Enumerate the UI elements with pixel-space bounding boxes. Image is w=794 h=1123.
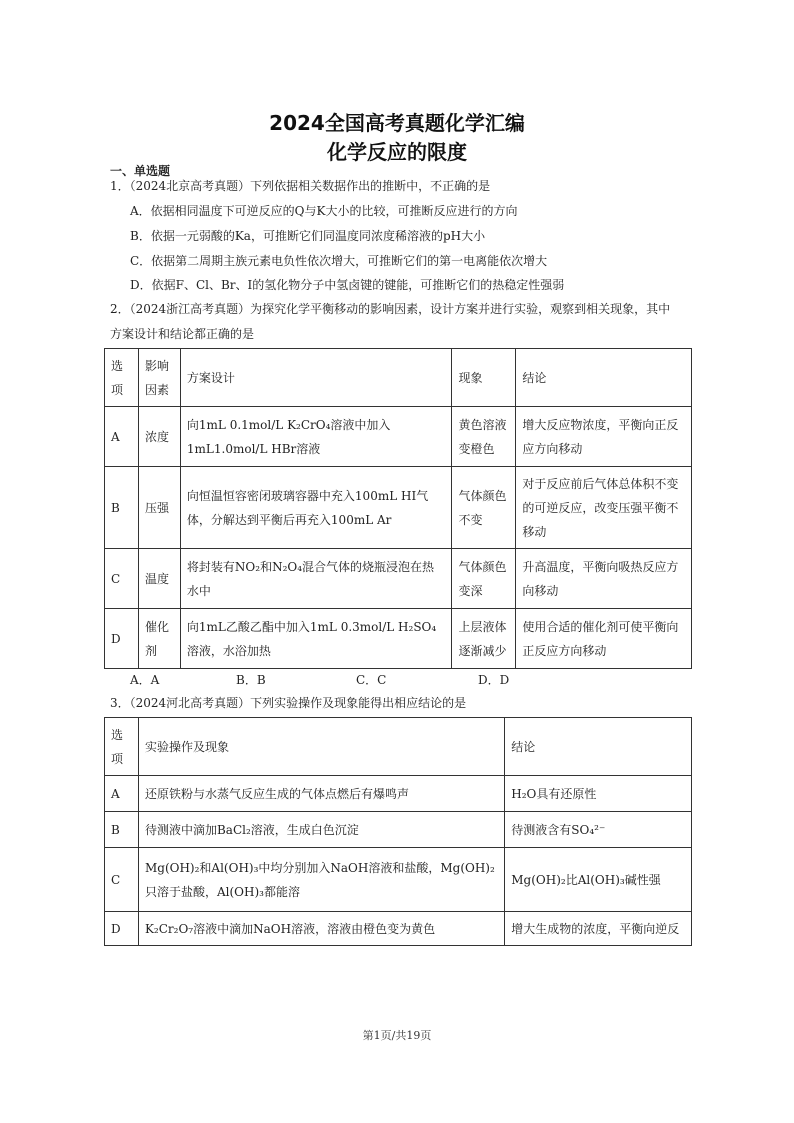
q3-stem: 3．（2024河北高考真题）下列实验操作及现象能得出相应结论的是 bbox=[110, 696, 467, 710]
page-number: 第1页/共19页 bbox=[362, 1029, 432, 1042]
q3-row-d-operation: K₂Cr₂O₇溶液中滴加NaOH溶液，溶液由橙色变为黄色 bbox=[138, 912, 504, 946]
q1-option-b: B．依据一元弱酸的Ka，可推断它们同温度同浓度稀溶液的pH大小 bbox=[130, 229, 486, 243]
q2-choice-a: A．A bbox=[130, 673, 160, 687]
q3-table-header bbox=[105, 718, 692, 776]
table-row bbox=[105, 609, 692, 669]
q2-row-b-phenomenon: 气体颜色不变 bbox=[452, 467, 516, 549]
q2-header-conclusion: 结论 bbox=[516, 349, 692, 407]
table-row bbox=[105, 912, 692, 946]
table-row bbox=[105, 407, 692, 467]
q3-row-b-operation: 待测液中滴加BaCl₂溶液，生成白色沉淀 bbox=[138, 812, 504, 848]
q3-row-d-conclusion: 增大生成物的浓度，平衡向逆反 bbox=[505, 912, 692, 946]
q2-row-b-design: 向恒温恒容密闭玻璃容器中充入100mL HI气体，分解达到平衡后再充入100mL Ar bbox=[180, 467, 452, 549]
q2-row-d-design: 向1mL乙酸乙酯中加入1mL 0.3mol/L H₂SO₄溶液，水浴加热 bbox=[180, 609, 452, 669]
q2-row-d-phenomenon: 上层液体逐渐减少 bbox=[452, 609, 516, 669]
section-heading: 一、单选题 bbox=[110, 164, 171, 178]
q2-row-a-option: A bbox=[105, 407, 139, 467]
q3-table bbox=[104, 717, 692, 946]
q3-row-b-option: B bbox=[105, 812, 139, 848]
q1-option-c: C．依据第二周期主族元素电负性依次增大，可推断它们的第一电离能依次增大 bbox=[130, 254, 548, 268]
q2-table-header bbox=[105, 349, 692, 407]
q3-row-a-conclusion: H₂O具有还原性 bbox=[505, 776, 692, 812]
q3-header-operation: 实验操作及现象 bbox=[138, 718, 504, 776]
q2-row-a-conclusion: 增大反应物浓度，平衡向正反应方向移动 bbox=[516, 407, 692, 467]
q3-row-c-conclusion: Mg(OH)₂比Al(OH)₃碱性强 bbox=[505, 848, 692, 912]
q3-header-conclusion: 结论 bbox=[505, 718, 692, 776]
q3-row-c-option: C bbox=[105, 848, 139, 912]
q2-row-b-factor: 压强 bbox=[138, 467, 180, 549]
q2-row-c-design: 将封装有NO₂和N₂O₄混合气体的烧瓶浸泡在热水中 bbox=[180, 549, 452, 609]
q2-row-a-factor: 浓度 bbox=[138, 407, 180, 467]
q2-row-b-conclusion: 对于反应前后气体总体积不变的可逆反应，改变压强平衡不移动 bbox=[516, 467, 692, 549]
q2-choice-d: D．D bbox=[478, 673, 510, 687]
q2-row-d-option: D bbox=[105, 609, 139, 669]
table-row bbox=[105, 776, 692, 812]
q2-row-a-phenomenon: 黄色溶液变橙色 bbox=[452, 407, 516, 467]
q1-stem: 1．（2024北京高考真题）下列依据相关数据作出的推断中，不正确的是 bbox=[110, 179, 491, 193]
document-title: 2024全国高考真题化学汇编 bbox=[269, 111, 525, 135]
table-row bbox=[105, 549, 692, 609]
q2-table bbox=[104, 348, 692, 669]
table-row bbox=[105, 812, 692, 848]
q3-row-d-option: D bbox=[105, 912, 139, 946]
q1-option-a: A．依据相同温度下可逆反应的Q与K大小的比较，可推断反应进行的方向 bbox=[130, 204, 518, 218]
q3-row-a-option: A bbox=[105, 776, 139, 812]
q2-row-c-phenomenon: 气体颜色变深 bbox=[452, 549, 516, 609]
q2-row-b-option: B bbox=[105, 467, 139, 549]
q2-choice-b: B．B bbox=[236, 673, 266, 687]
q2-row-d-conclusion: 使用合适的催化剂可使平衡向正反应方向移动 bbox=[516, 609, 692, 669]
q2-header-factor: 影响因素 bbox=[138, 349, 180, 407]
q3-row-c-operation: Mg(OH)₂和Al(OH)₃中均分别加入NaOH溶液和盐酸，Mg(OH)₂只溶于盐酸，Al(OH)₃都能溶 bbox=[138, 848, 504, 912]
q2-header-phenomenon: 现象 bbox=[452, 349, 516, 407]
q2-stem-line2: 方案设计和结论都正确的是 bbox=[110, 327, 255, 341]
q2-row-a-design: 向1mL 0.1mol/L K₂CrO₄溶液中加入1mL1.0mol/L HBr溶液 bbox=[180, 407, 452, 467]
q2-row-d-factor: 催化剂 bbox=[138, 609, 180, 669]
q2-row-c-option: C bbox=[105, 549, 139, 609]
q2-header-design: 方案设计 bbox=[180, 349, 452, 407]
q2-header-option: 选项 bbox=[105, 349, 139, 407]
table-row bbox=[105, 848, 692, 912]
q2-stem-line1: 2．（2024浙江高考真题）为探究化学平衡移动的影响因素，设计方案并进行实验，观察到相关现象，其中 bbox=[110, 302, 671, 316]
table-row bbox=[105, 467, 692, 549]
q1-option-d: D．依据F、Cl、Br、I的氢化物分子中氢卤键的键能，可推断它们的热稳定性强弱 bbox=[130, 278, 565, 292]
document-subtitle: 化学反应的限度 bbox=[327, 140, 467, 164]
q2-choice-c: C．C bbox=[356, 673, 387, 687]
q3-row-b-conclusion: 待测液含有SO₄²⁻ bbox=[505, 812, 692, 848]
q3-header-option: 选项 bbox=[105, 718, 139, 776]
q2-row-c-conclusion: 升高温度，平衡向吸热反应方向移动 bbox=[516, 549, 692, 609]
q3-row-a-operation: 还原铁粉与水蒸气反应生成的气体点燃后有爆鸣声 bbox=[138, 776, 504, 812]
q2-row-c-factor: 温度 bbox=[138, 549, 180, 609]
